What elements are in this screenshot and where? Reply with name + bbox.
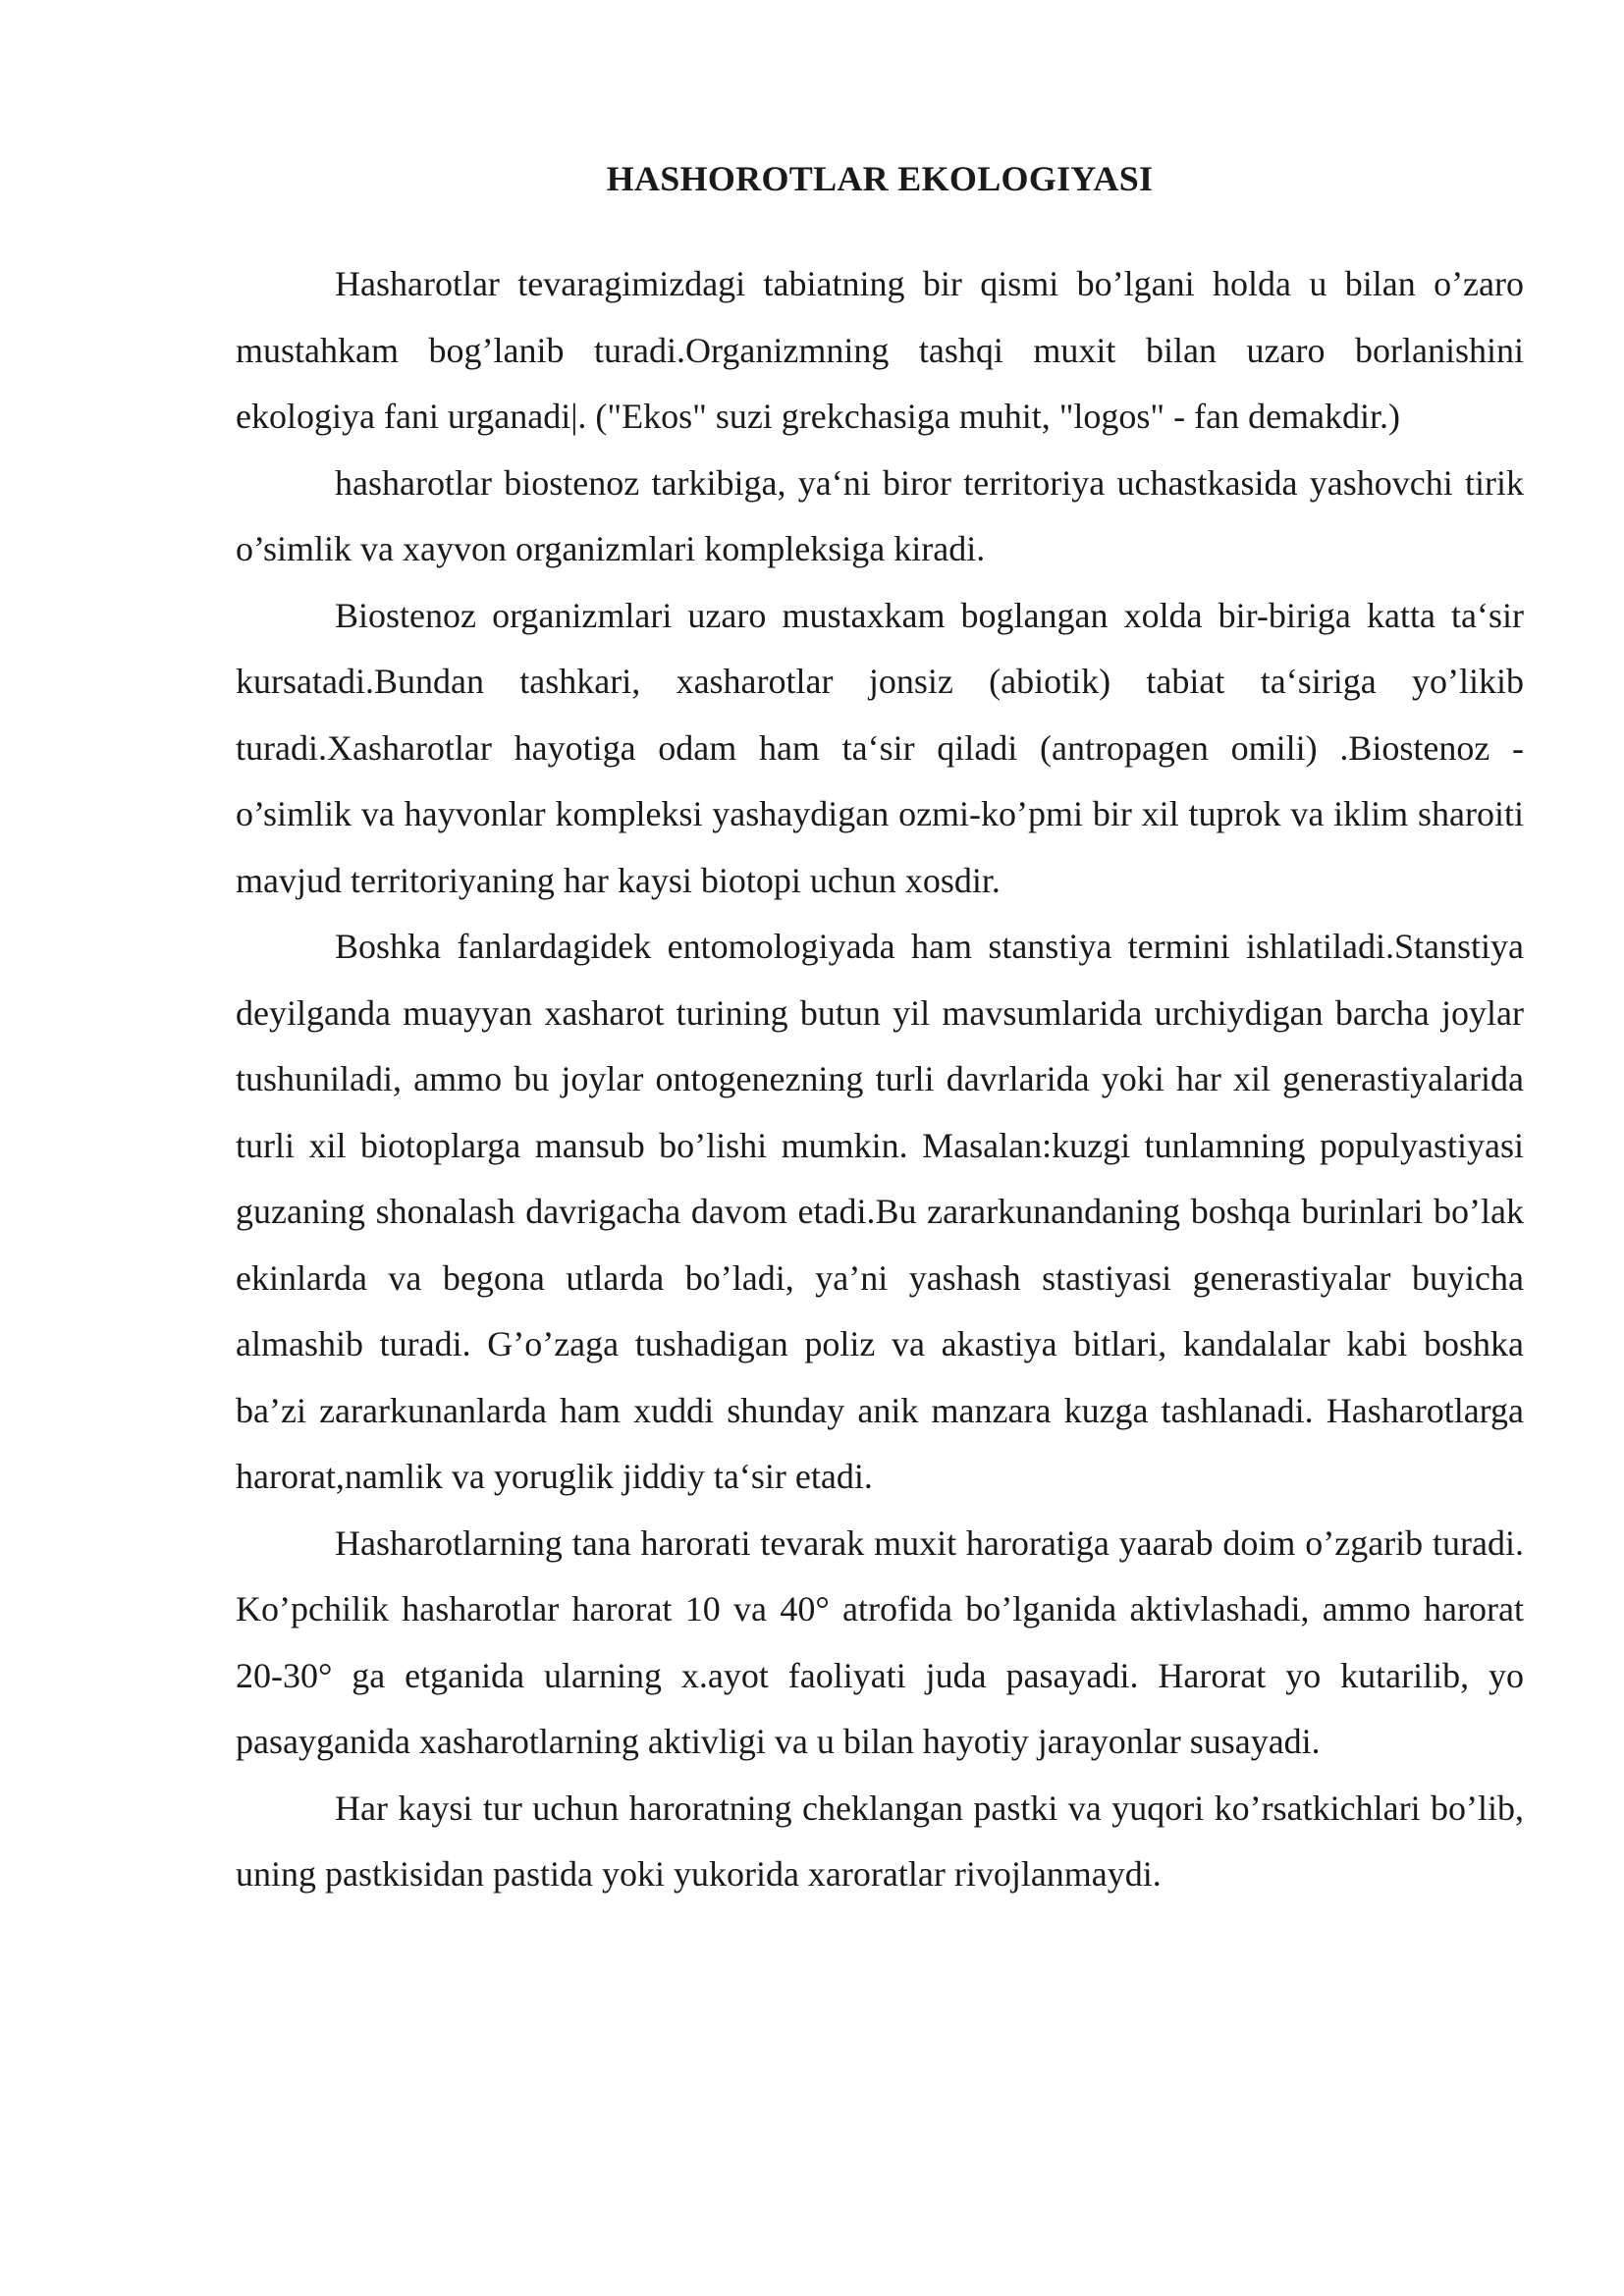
paragraph-2: hasharotlar biostenoz tarkibiga, ya‘ni biror territoriya uchastkasida yashovchi tirik o’simlik va xayvon organizmlari kompleksiga kiradi. <box>236 462 1524 568</box>
paragraph-4: Boshka fanlardagidek entomologiyada ham stanstiya termini ishlatiladi.Stanstiya deyilganda muayyan xasharot turining butun yil mavsumlarida urchiydigan barcha joylar tushuniladi, ammo bu joylar ontogenezning turli davrlarida yoki har xil generastiyalarida turli xil biotoplarga mansub bo’lishi mumkin. Masalan:kuzgi tunlamning populyastiyasi guzaning shonalash davrigacha davom etadi.Bu zararkunandaning boshqa burinlari bo’lak ekinlarda va begona utlarda bo’ladi, ya’ni yashash stastiyasi generastiyalar buyicha almashib turadi. G’o’zaga tushadigan poliz va akastiya bitlari, kandalalar kabi boshka ba’zi zararkunanlarda ham xuddi shunday anik manzara kuzga tashlanadi. Hasharotlarga harorat,namlik va yoruglik jiddiy ta‘sir etadi. <box>236 927 1524 1496</box>
page-title: HASHOROTLAR EKOLOGIYASI <box>606 159 1154 198</box>
paragraph-3: Biostenoz organizmlari uzaro mustaxkam boglangan xolda bir-biriga katta ta‘sir kursatadi.Bundan tashkari, xasharotlar jonsiz (abiotik) tabiat ta‘siriga yo’likib turadi.Xasharotlar hayotiga odam ham ta‘sir qiladi (antropagen omili) .Biostenoz - o’simlik va hayvonlar kompleksi yashaydigan ozmi-ko’pmi bir xil tuprok va iklim sharoiti mavjud territoriyaning har kaysi biotopi uchun xosdir. <box>236 595 1524 900</box>
paragraph-6: Har kaysi tur uchun haroratning cheklangan pastki va yuqori ko’rsatkichlari bo’lib, uning pastkisidan pastida yoki yukorida xaroratlar rivojlanmaydi. <box>236 1788 1524 1894</box>
paragraph-5: Hasharotlarning tana harorati tevarak muxit haroratiga yaarab doim o’zgarib turadi. Ko’pchilik hasharotlar harorat 10 va 40° atrofida bo’lganida aktivlashadi, ammo harorat 20-30° ga etganida ularning x.ayot faoliyati juda pasayadi. Harorat yo kutarilib, yo pasayganida xasharotlarning aktivligi va u bilan hayotiy jarayonlar susayadi. <box>236 1522 1524 1761</box>
document-body <box>236 155 1524 1908</box>
paragraph-1: Hasharotlar tevaragimizdagi tabiatning bir qismi bo’lgani holda u bilan o’zaro mustahkam bog’lanib turadi.Organizmning tashqi muxit bilan uzaro borlanishini ekologiya fani urganadi|. ("Ekos" suzi grekchasiga muhit, "logos" - fan demakdir.) <box>236 264 1524 436</box>
